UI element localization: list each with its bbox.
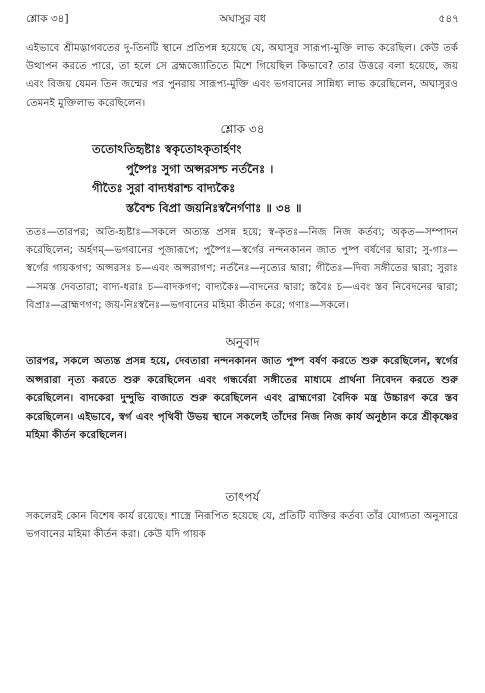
verse-line: পুষ্পৈঃ সুগা অপ্সরসশ্চ নর্তনৈঃ । [126,161,274,176]
purport-heading: তাৎপর্য [225,490,260,504]
translation-text: তারপর, সকলে অত্যন্ত প্রসন্ন হয়ে, দেবতারা নন্দনকানন জাত পুষ্প বর্ষণ করতে শুরু করেছিলেন, স্বর্গের অপ্সরারা নৃত্য করতে শুরু করেছিলেন এবং গন্ধর্বেরা সঙ্গীতের মাধ্যমে প্রার্থনা নিবেদন করতে শুরু করেছিলেন। বাদকেরা দুন্দুভি বাজাতে শুরু করেছিলেন এবং ব্রাহ্মণেরা বৈদিক মন্ত্র উচ্চারণ করে স্তব করেছিলেন। এইভাবে, স্বর্গ এবং পৃথিবী উভয় স্থানে সকলেই তাঁদের নিজ নিজ কার্য অনুষ্ঠান করে শ্রীকৃষ্ণের মহিমা কীর্তন করেছিলেন। [26,356,458,442]
header-chapter-title: অঘাসুর বধ [219,13,266,25]
purport-text: সকলেরই কোন বিশেষ কার্য রয়েছে। শাস্ত্রে নিরূপিত হয়েছে যে, প্রতিটি ব্যক্তির কর্তব্য তাঁর যোগ্যতা অনুসারে ভগবানের মহিমা কীর্তন করা। কেউ যদি গায়ক [26,511,458,541]
verse-heading: শ্লোক ৩৪ [220,122,265,136]
verse-line: গীতৈঃ সুরা বাদ্যধরাশ্চ বাদ্যকৈঃ [92,181,236,195]
verse-line: স্তবৈশ্চ বিপ্রা জয়নিঃস্বনৈর্গণাঃ ॥ ৩৪ ॥ [126,200,302,215]
intro-paragraph: এইভাবে শ্রীমদ্ভাগবতের দু-তিনটি স্থানে প্রতিপন্ন হয়েছে যে, অঘাসুর সারূপ্য-মুক্তি লাভ করেছিল। কেউ তর্ক উত্থাপন করতে পারে, তা হলে সে ব্রহ্মজ্যোতিতে মিশে গিয়েছিল কিভাবে? তার উত্তরে বলা হয়েছে, জয় এবং বিজয় যেমন তিন জন্মের পর পুনরায় সারূপ্য-মুক্তি এবং ভগবানের সান্নিধ্য লাভ করেছিলেন, অঘাসুরও তেমনই মুক্তিলাভ করেছিলেন। [26,43,459,109]
word-meanings: ততঃ—তারপর; অতি-হৃষ্টাঃ—সকলে অত্যন্ত প্রসন্ন হয়ে; স্ব-কৃতঃ—নিজ নিজ কর্তব্য; অকৃত—সম্পাদন করেছিলেন; অর্হণম্—ভগবানের পূজারূপে; পুষ্পৈঃ—স্বর্গের নন্দনকানন জাত পুষ্প বর্ষণের দ্বারা; সু-গাঃ—স্বর্গের গায়কগণ; অপ্সরসঃ চ—এবং অপ্সরাগণ; নর্তনৈঃ—নৃত্যের দ্বারা; গীতৈঃ—দিব্য সঙ্গীতের দ্বারা; সুরাঃ—সমস্ত দেবতারা; বাদ্য-ধরাঃ চ—বাদকগণ; বাদ্যকৈঃ—বাদনের দ্বারা; স্তবৈঃ চ—এবং স্তব নিবেদনের দ্বারা; বিপ্রাঃ—ব্রাহ্মণগণ; জয়-নিঃস্বনৈঃ—ভগবানের মহিমা কীর্তন করে; গণাঃ—সকলে। [26,227,458,311]
header-verse-ref: শ্লোক ৩৪] [26,13,69,25]
running-header [26,10,459,28]
page-number: ৫৪৭ [438,13,459,25]
verse-block [92,140,422,218]
translation-heading: অনুবাদ [225,335,260,349]
verse-line: ততোঽতিহৃষ্টাঃ স্বকৃতোঽকৃতার্হণং [92,142,242,156]
